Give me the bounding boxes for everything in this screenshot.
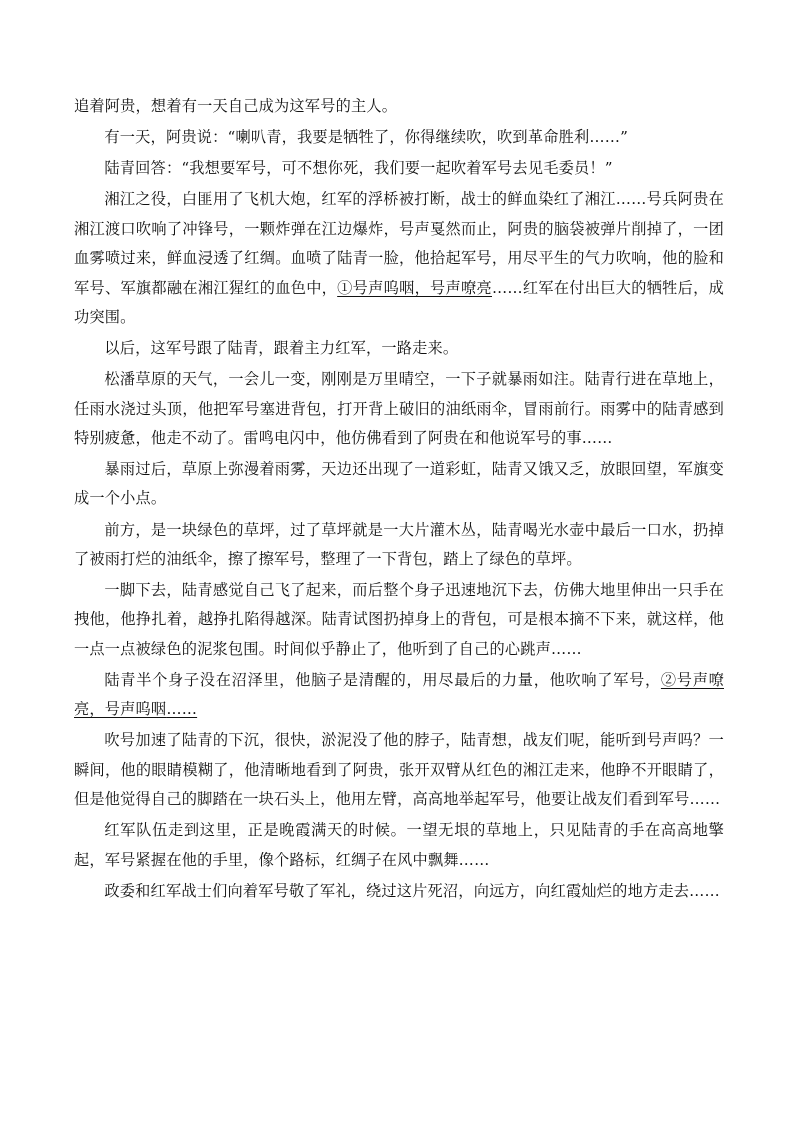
paragraph (74, 92, 724, 121)
text-run: 陆青回答：“我想要军号，可不想你死，我们要一起吹着军号去见毛委员！” (104, 159, 613, 178)
text-run: 陆青半个身子没在沼泽里，他脑子是清醒的，用尽最后的力量，他吹响了军号， (104, 670, 661, 689)
text-run: 红军队伍走到这里，正是晚霞满天的时候。一望无垠的草地上，只见陆青的手在高高地擎起，军号紧握在他的手里，像个路标，红绸子在风中飘舞…… (74, 821, 724, 869)
text-run: 前方，是一块绿色的草坪，过了草坪就是一大片灌木丛，陆青喝光水壶中最后一口水，扔掉了被雨打烂的油纸伞，擦了擦军号，整理了一下背包，踏上了绿色的草坪。 (74, 520, 724, 568)
paragraph (74, 334, 724, 363)
paragraph (74, 516, 724, 575)
text-run: 湘江之役，白匪用了飞机大炮，红军的浮桥被打断，战士的鲜血染红了湘江……号兵阿贵在湘江渡口吹响了冲锋号，一颗炸弹在江边爆炸，号声戛然而止，阿贵的脑袋被弹片削掉了，一团血雾喷过来，鲜血浸透了红绸。血喷了陆青一脸，他拾起军号，用尽平生的气力吹响，他的脸和军号、军旗都融在湘江猩红的血色中， (74, 190, 724, 297)
text-run: 松潘草原的天气，一会儿一变，刚刚是万里晴空，一下子就暴雨如注。陆青行进在草地上，任雨水浇过头顶，他把军号塞进背包，打开背上破旧的油纸雨伞，冒雨前行。雨雾中的陆青感到特别疲惫，他走不动了。雷鸣电闪中，他仿佛看到了阿贵在和他说军号的事…… (74, 370, 724, 447)
paragraph (74, 666, 724, 725)
paragraph (74, 816, 724, 875)
text-run: 追着阿贵，想着有一天自己成为这军号的主人。 (74, 97, 398, 115)
text-run: 有一天，阿贵说：“喇叭青，我要是牺牲了，你得继续吹，吹到革命胜利……” (104, 128, 629, 147)
text-run: ……红军在付出巨大的牺牲后，成功突围。 (74, 278, 725, 326)
underlined-ellipsis: …… (166, 700, 198, 719)
text-run: 暴雨过后，草原上弥漫着雨雾，天边还出现了一道彩虹，陆青又饿又乏，放眼回望，军旗变成一个小点。 (74, 460, 724, 508)
paragraph (74, 154, 724, 183)
text-run: 政委和红军战士们向着军号敬了军礼，绕过这片死沼，向远方，向红霞灿烂的地方走去…… (104, 881, 720, 900)
document-page (74, 92, 724, 908)
text-run: 一脚下去，陆青感觉自己飞了起来，而后整个身子迅速地沉下去，仿佛大地里伸出一只手在拽他，他挣扎着，越挣扎陷得越深。陆青试图扔掉身上的背包，可是根本摘不下来，就这样，他一点一点被绿色的泥浆包围。时间似乎静止了，他听到了自己的心跳声…… (74, 581, 724, 658)
underlined-phrase: ②号声嘹亮，号声呜咽 (74, 670, 724, 719)
paragraph (74, 877, 724, 906)
paragraph (74, 185, 724, 332)
paragraph (74, 576, 724, 664)
paragraph (74, 726, 724, 814)
text-run: 吹号加速了陆青的下沉，很快，淤泥没了他的脖子，陆青想，战友们呢，能听到号声吗？一瞬间，他的眼睛模糊了，他清晰地看到了阿贵，张开双臂从红色的湘江走来，他睁不开眼睛了，但是他觉得自己的脚踏在一块石头上，他用左臂，高高地举起军号，他要让战友们看到军号…… (74, 731, 724, 809)
paragraph (74, 123, 724, 152)
text-run: 以后，这军号跟了陆青，跟着主力红军，一路走来。 (104, 339, 459, 357)
underlined-phrase: ①号声呜咽，号声嘹亮 (337, 278, 492, 297)
paragraph (74, 365, 724, 453)
paragraph (74, 455, 724, 514)
